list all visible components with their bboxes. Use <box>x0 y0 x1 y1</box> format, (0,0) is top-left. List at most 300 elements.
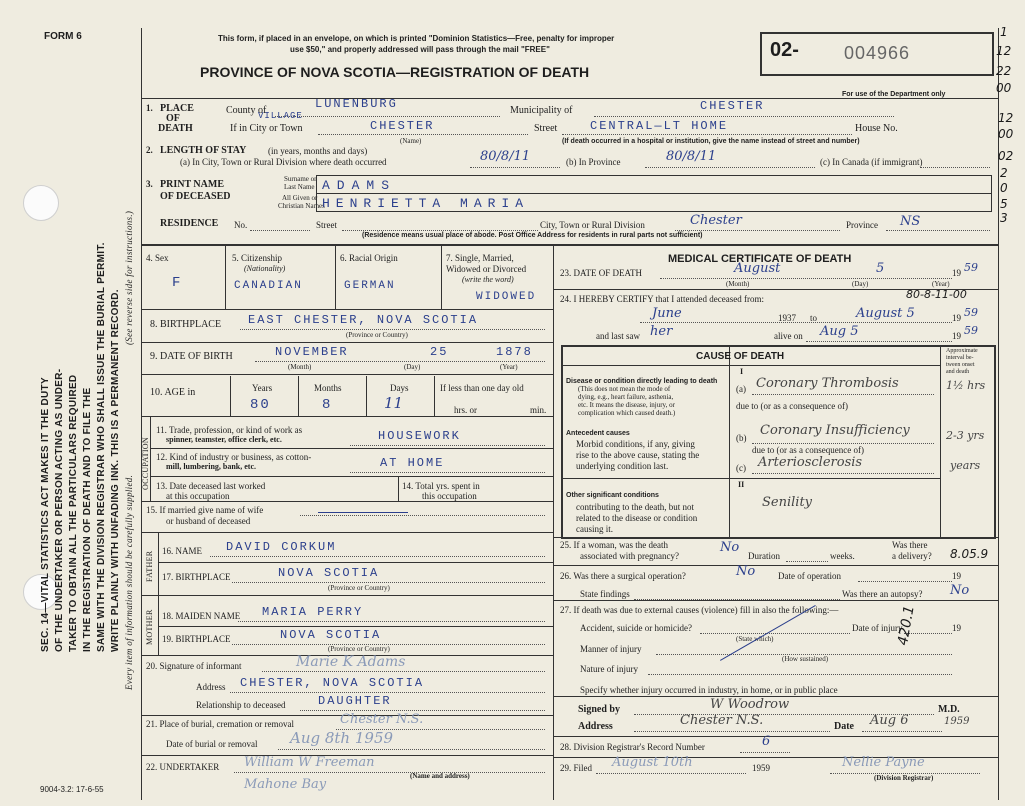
sig-date-label: Date <box>834 721 854 732</box>
father-name: DAVID CORKUM <box>226 540 337 554</box>
cause-a-value: Coronary Thrombosis <box>756 376 899 391</box>
undertaker-line <box>234 772 545 773</box>
dob-day-cap: (Day) <box>404 363 421 371</box>
mother-caption: (Province or Country) <box>328 645 390 653</box>
birthplace-line <box>240 329 545 330</box>
city-label: If in City or Town <box>230 123 303 134</box>
q13-sub: at this occupation <box>166 491 230 501</box>
residence-street-label: Street <box>316 220 337 230</box>
q27-nature: Nature of injury <box>580 664 638 674</box>
margin-code-1: 1 <box>1000 25 1008 39</box>
informant-rel-label: Relationship to deceased <box>196 700 286 710</box>
envelope-line2: use $50," and properly addressed will pass through the mail "FREE" <box>290 45 550 54</box>
birthplace-caption: (Province or Country) <box>346 331 408 339</box>
dob-year: 1878 <box>496 345 533 359</box>
village-value: VILLAGE <box>258 111 303 121</box>
given-value: HENRIETTA MARIA <box>322 196 530 211</box>
informant-signature: Marie K Adams <box>296 654 406 670</box>
dob-label: 9. DATE OF BIRTH <box>150 351 233 362</box>
q25-value: No <box>720 540 740 555</box>
citizen-value: CANADIAN <box>234 280 303 292</box>
side-text-5: SAME WITH THE DIVISION REGISTRAR WHO SHALL ISSUE THE BURIAL PERMIT. <box>96 242 107 652</box>
given-label1: All Given or <box>282 194 318 202</box>
residence-city-value: Chester <box>690 213 742 228</box>
due-label-a: due to (or as a consequence of) <box>736 401 848 411</box>
q24-from-year: 1937 <box>778 313 796 323</box>
racial-label: 6. Racial Origin <box>340 253 398 263</box>
margin-code-9: 0 <box>1000 181 1008 195</box>
cause-mid-line <box>561 478 941 479</box>
q29-line <box>596 773 746 774</box>
spouse-dash <box>318 512 408 513</box>
q29-registrar: Nellie Payne <box>842 755 925 770</box>
registration-prefix: 02- <box>770 39 799 61</box>
age-years-label: Years <box>252 383 273 393</box>
q28-line <box>740 752 790 753</box>
margin-code-5: 12 <box>998 111 1014 125</box>
q23-year-prefix: 19 <box>952 268 961 278</box>
ante-label3: rise to the above cause, stating the <box>576 450 700 460</box>
q25-delivery2: a delivery? <box>892 551 932 561</box>
q25-duration-line <box>786 561 828 562</box>
envelope-line1: This form, if placed in an envelope, on which is printed "Dominion Statistics—Free, penalty for improper <box>218 34 615 43</box>
age-months-label: Months <box>314 383 342 393</box>
q23-month-cap: (Month) <box>726 280 750 288</box>
cell-divider-b <box>335 244 336 309</box>
q25-label2: associated with pregnancy? <box>580 551 679 561</box>
divider-22 <box>553 736 998 737</box>
q24-alive-label: alive on <box>774 331 803 341</box>
footer-code: 9004-3.2: 17-6-55 <box>40 785 104 794</box>
other-label2: contributing to the death, but not <box>576 502 694 512</box>
q14-sub: this occupation <box>422 491 477 501</box>
dob-month: NOVEMBER <box>275 345 349 359</box>
q11-value: HOUSEWORK <box>378 429 461 443</box>
burial-place: Chester N.S. <box>340 712 424 727</box>
divider-19 <box>553 565 998 566</box>
residence-no-label: No. <box>234 220 248 230</box>
municipality-value: CHESTER <box>700 99 765 113</box>
q26-label: 26. Was there a surgical operation? <box>560 571 686 581</box>
q24-to: August 5 <box>856 306 915 321</box>
cause-div-1 <box>729 345 730 537</box>
dir-label2: (This does not mean the mode of <box>578 385 671 393</box>
stay-a-line <box>470 167 560 168</box>
margin-code-2: 12 <box>996 44 1012 58</box>
q24-lastsaw: her <box>650 324 673 339</box>
interval-label1: Approximate <box>946 348 978 354</box>
spouse-sub: or husband of deceased <box>166 516 251 526</box>
q24-from-line <box>640 322 952 323</box>
street-label: Street <box>534 123 558 134</box>
sig-address-label: Address <box>578 721 613 732</box>
q27-how: (How sustained) <box>782 655 829 663</box>
q23-label: 23. DATE OF DEATH <box>560 268 642 278</box>
mother-side-label: MOTHER <box>145 609 154 645</box>
sig-address-line <box>634 731 830 732</box>
age-days-label: Days <box>390 383 409 393</box>
divider-2 <box>141 244 998 246</box>
ante-label1: Antecedent causes <box>566 430 630 437</box>
street-line <box>562 134 852 135</box>
q12-sub: mill, lumbering, bank, etc. <box>166 462 257 471</box>
q27-state: (State which) <box>736 635 774 643</box>
cell-divider-a <box>225 244 226 309</box>
cause-a-line <box>752 394 934 395</box>
other-label1: Other significant conditions <box>566 492 659 499</box>
residence-no-line <box>250 230 310 231</box>
q29-registrar-cap: (Division Registrar) <box>874 774 934 782</box>
registration-number: 004966 <box>844 43 911 63</box>
residence-province-value: NS <box>900 214 921 229</box>
citizen-sub: (Nationality) <box>244 264 286 273</box>
divider-20 <box>553 600 998 601</box>
municipality-label: Municipality of <box>510 105 573 116</box>
residence-street-line <box>342 230 538 231</box>
cause-heading: CAUSE OF DEATH <box>696 351 785 362</box>
q24-label: 24. I HEREBY CERTIFY that I attended deceased from: <box>560 294 764 304</box>
undertaker-label: 22. UNDERTAKER <box>146 762 220 772</box>
dir-label4: etc. It means the disease, injury, or <box>578 401 675 409</box>
interval-label3: tween onset <box>946 362 975 368</box>
side-text-2: OF THE UNDERTAKER OR PERSON ACTING AS UNDER- <box>54 368 65 652</box>
q25-weeks: weeks. <box>830 551 855 561</box>
cause-b: (b) <box>736 433 747 443</box>
q24-to-year: 59 <box>964 306 978 319</box>
column-divider <box>553 244 554 800</box>
sex-value: F <box>172 275 183 291</box>
q23-month: August <box>734 261 781 276</box>
sig-year: 1959 <box>944 716 970 727</box>
age-months: 8 <box>322 397 333 413</box>
stay-b-value: 80/8/11 <box>666 149 717 164</box>
cause-a: (a) <box>736 384 746 394</box>
stay-b-label: (b) In Province <box>566 157 621 167</box>
other-label3: related to the disease or condition <box>576 513 698 523</box>
margin-code-6: 00 <box>998 127 1014 141</box>
divider-11 <box>158 562 553 563</box>
surname-label2: Last Name <box>284 183 315 191</box>
q11-sub: spinner, teamster, office clerk, etc. <box>166 435 282 444</box>
q27-code: 420.1 <box>895 604 918 647</box>
burial-date-label: Date of burial or removal <box>166 739 258 749</box>
sig-address: Chester N.S. <box>680 713 764 728</box>
other-label4: causing it. <box>576 524 613 534</box>
q26-date-label: Date of operation <box>778 571 841 581</box>
q24-alive-year: 59 <box>964 324 978 337</box>
surname-value: ADAMS <box>322 178 397 193</box>
father-bp: NOVA SCOTIA <box>278 566 380 580</box>
residence-label: RESIDENCE <box>160 218 219 229</box>
q12-line <box>350 472 545 473</box>
cause-b-interval: 2-3 yrs <box>946 429 985 442</box>
marital-label3: (write the word) <box>462 275 514 284</box>
burial-label: 21. Place of burial, cremation or removal <box>146 719 294 729</box>
form-label: FORM 6 <box>44 31 82 42</box>
signed-label: Signed by <box>578 704 620 715</box>
q26-year: 19 <box>952 571 961 581</box>
mother-name: MARIA PERRY <box>262 605 364 619</box>
informant-line <box>262 671 545 672</box>
q14-label: 14. Total yrs. spent in <box>402 481 480 491</box>
burial-date: Aug 8th 1959 <box>290 729 394 747</box>
divider-9 <box>141 501 553 502</box>
interval-label2: interval be- <box>946 355 974 361</box>
q24-from: June <box>652 306 682 321</box>
q28-value: 6 <box>762 734 771 749</box>
sig-date: Aug 6 <box>870 713 909 728</box>
age-less-label: If less than one day old <box>440 383 524 393</box>
q25-label1: 25. If a woman, was the death <box>560 540 668 550</box>
informant-label: 20. Signature of informant <box>146 661 242 671</box>
divider-12 <box>141 595 553 596</box>
name-caption: (Name) <box>400 137 422 145</box>
side-text-4: IN THE REGISTRATION OF DEATH AND TO FILE THE <box>82 387 93 652</box>
divider-13 <box>158 626 553 627</box>
cell-divider-c <box>441 244 442 309</box>
dir-label3: dying, e.g., heart failure, asthenia, <box>578 393 674 401</box>
county-value: LUNENBURG <box>315 97 398 111</box>
q25-delivery1: Was there <box>892 540 928 550</box>
q23-line <box>660 278 952 279</box>
dept-use-label: For use of the Department only <box>842 91 946 98</box>
age-label: 10. AGE in <box>150 387 196 398</box>
q23-year: 59 <box>964 261 978 274</box>
cause-a-interval: 1½ hrs <box>946 379 986 392</box>
dob-year-cap: (Year) <box>500 363 518 371</box>
father-bp-line <box>232 582 545 583</box>
roman-2: II <box>738 480 745 489</box>
burial-date-line <box>278 749 545 750</box>
divider-18 <box>553 537 998 538</box>
margin-code-11: 3 <box>1000 211 1008 225</box>
mother-bp-label: 19. BIRTHPLACE <box>162 634 231 644</box>
age-days: 11 <box>384 394 404 412</box>
citizen-label: 5. Citizenship <box>232 253 282 263</box>
side-text-3: TAKER TO OBTAIN ALL THE PARTICULARS REQUIRED <box>68 374 79 652</box>
q25-duration: Duration <box>748 551 780 561</box>
q27-injury-year: 19 <box>952 623 961 633</box>
divider-5 <box>141 374 553 375</box>
side-text-8: (See reverse side for instructions.) <box>124 210 134 345</box>
undertaker-address: Mahone Bay <box>244 777 327 792</box>
dob-line <box>255 361 545 362</box>
surname-label1: Surname or <box>284 175 317 183</box>
q23-day: 5 <box>876 261 885 276</box>
stay-sub: (in years, months and days) <box>268 146 368 156</box>
marital-value: WIDOWED <box>476 291 537 303</box>
q24-alive: Aug 5 <box>820 324 859 339</box>
stay-label: LENGTH OF STAY <box>160 145 247 156</box>
spouse-line <box>300 515 545 516</box>
q28-label: 28. Division Registrar's Record Number <box>560 742 705 752</box>
q26-date-line <box>858 581 952 582</box>
cause-heading-line <box>561 365 941 366</box>
age-years: 80 <box>250 397 271 413</box>
birthplace-label: 8. BIRTHPLACE <box>150 319 222 330</box>
margin-code-7: 02 <box>998 149 1014 163</box>
undertaker-name: William W Freeman <box>244 755 375 770</box>
county-line <box>275 116 500 117</box>
street-value: CENTRAL—LT HOME <box>590 119 729 133</box>
residence-caption: (Residence means usual place of abode. Post Office Address for residents in rural parts not sufficient) <box>362 232 703 239</box>
side-text-7: Every item of information should be carefully supplied. <box>124 474 134 690</box>
stay-b-line <box>645 167 815 168</box>
marital-label1: 7. Single, Married, <box>446 253 514 263</box>
divider-1 <box>141 98 998 99</box>
q29-value: August 10th <box>612 755 693 770</box>
place-label1: PLACE <box>160 103 194 114</box>
punch-hole-top <box>23 185 59 221</box>
q24-alive-year-prefix: 19 <box>952 331 961 341</box>
mother-name-label: 18. MAIDEN NAME <box>162 611 241 621</box>
q27-nature-line <box>648 674 952 675</box>
divider-3 <box>141 309 553 310</box>
father-side-line <box>158 532 159 595</box>
father-bp-label: 17. BIRTHPLACE <box>162 572 231 582</box>
side-text-6: WRITE PLAINLY WITH UNFADING INK. THIS IS A PERMANENT RECORD. <box>110 289 121 652</box>
due-label-b: due to (or as a consequence of) <box>752 445 864 455</box>
occupation-side-label: OCCUPATION <box>141 437 150 490</box>
margin-code-8: 2 <box>1000 166 1008 180</box>
stay-c-label: (c) In Canada (if immigrant) <box>820 157 923 167</box>
birthplace-value: EAST CHESTER, NOVA SCOTIA <box>248 313 479 327</box>
informant-rel: DAUGHTER <box>318 694 392 708</box>
age-min-label: min. <box>530 405 547 415</box>
undertaker-caption: (Name and address) <box>410 772 470 780</box>
stay-a-value: 80/8/11 <box>480 149 531 164</box>
other-value: Senility <box>762 495 813 510</box>
residence-province-label: Province <box>846 220 878 230</box>
q12-label: 12. Kind of industry or business, as cotton- <box>156 452 312 462</box>
q27-manner: Manner of injury <box>580 644 642 654</box>
occupation-side-line <box>150 416 151 501</box>
margin-code-10: 5 <box>1000 197 1008 211</box>
place-num: 1. <box>146 103 153 113</box>
q25-code: 8.05.9 <box>950 547 989 561</box>
cause-c-line <box>752 473 934 474</box>
age-div-2 <box>366 376 367 416</box>
q24-alive-line <box>806 341 952 342</box>
cause-b-value: Coronary Insufficiency <box>760 423 910 438</box>
informant-rel-line <box>300 710 545 711</box>
signed-value: W Woodrow <box>710 697 790 712</box>
cause-div-2 <box>940 345 941 537</box>
sex-label: 4. Sex <box>146 253 169 263</box>
roman-1: I <box>740 367 744 376</box>
margin-code-4: 00 <box>996 81 1012 95</box>
informant-address: CHESTER, NOVA SCOTIA <box>240 676 425 690</box>
city-value: CHESTER <box>370 119 435 133</box>
interval-label4: and death <box>946 369 970 375</box>
dir-label5: complication which caused death.) <box>578 409 676 417</box>
city-line <box>318 134 528 135</box>
place-label3: DEATH <box>158 123 193 134</box>
age-hrs-label: hrs. or <box>454 405 477 415</box>
age-div-1 <box>298 376 299 416</box>
residence-city-line <box>675 230 840 231</box>
municipality-line <box>594 116 894 117</box>
given-label2: Christian Names <box>278 202 325 210</box>
place-label2: OF <box>166 113 180 124</box>
stay-a-label: (a) In City, Town or Rural Division where death occurred <box>180 157 387 167</box>
q24-lastsaw-label: and last saw <box>596 331 640 341</box>
county-label: County of <box>226 105 267 116</box>
q23-year-cap: (Year) <box>932 280 950 288</box>
q11-label: 11. Trade, profession, or kind of work as <box>156 425 303 435</box>
father-name-label: 16. NAME <box>162 546 202 556</box>
dob-day: 25 <box>430 345 449 359</box>
dir-label1: Disease or condition directly leading to death <box>566 378 718 385</box>
cause-b-line <box>752 443 934 444</box>
medical-heading: MEDICAL CERTIFICATE OF DEATH <box>668 253 852 265</box>
name-num: 3. <box>146 179 153 189</box>
spouse-label: 15. If married give name of wife <box>146 505 264 515</box>
name-label1: PRINT NAME <box>160 179 224 190</box>
hospital-caption: (If death occurred in a hospital or institution, give the name instead of street and number) <box>562 138 860 145</box>
q24-code: 80-8-11-00 <box>906 288 967 301</box>
surname-box <box>316 175 992 194</box>
ante-label2: Morbid conditions, if any, giving <box>576 439 695 449</box>
margin-code-3: 22 <box>996 64 1012 78</box>
father-caption: (Province or Country) <box>328 584 390 592</box>
md-label: M.D. <box>938 704 960 715</box>
q24-to-label: to <box>810 313 818 323</box>
stay-c-line <box>920 167 990 168</box>
q26-autopsy-value: No <box>950 583 970 598</box>
residence-province-line <box>886 230 990 231</box>
mother-bp: NOVA SCOTIA <box>280 628 382 642</box>
q23-day-cap: (Day) <box>852 280 869 288</box>
divider-4 <box>141 342 553 343</box>
informant-address-line <box>230 692 545 693</box>
cause-c-value: Arteriosclerosis <box>758 455 863 470</box>
q29-year: 1959 <box>752 763 770 773</box>
q27-acc: Accident, suicide or homicide? <box>580 623 692 633</box>
form-title: PROVINCE OF NOVA SCOTIA—REGISTRATION OF DEATH <box>200 64 590 80</box>
residence-city-label: City, Town or Rural Division <box>540 220 645 230</box>
form-left-border <box>141 28 142 800</box>
informant-address-label: Address <box>196 682 226 692</box>
divider-8 <box>150 476 553 477</box>
cause-c: (c) <box>736 463 746 473</box>
father-name-line <box>210 556 545 557</box>
occupation-div <box>398 476 399 501</box>
racial-value: GERMAN <box>344 280 396 292</box>
q29-label: 29. Filed <box>560 763 593 773</box>
dob-month-cap: (Month) <box>288 363 312 371</box>
q27-label: 27. If death was due to external causes (violence) fill in also the following:— <box>560 605 839 615</box>
mother-side-line <box>158 595 159 655</box>
divider-6 <box>141 416 553 417</box>
name-label2: OF DECEASED <box>160 191 231 202</box>
q27-injury-date: Date of injury <box>852 623 903 633</box>
house-label: House No. <box>855 123 898 134</box>
q26-value: No <box>736 564 756 579</box>
sig-date-line <box>862 731 942 732</box>
q12-value: AT HOME <box>380 456 445 470</box>
stay-num: 2. <box>146 145 153 155</box>
divider-10 <box>141 532 553 533</box>
marital-label2: Widowed or Divorced <box>446 264 527 274</box>
q26-findings: State findings <box>580 589 630 599</box>
q13-label: 13. Date deceased last worked <box>156 481 266 491</box>
ante-label4: underlying condition last. <box>576 461 669 471</box>
q27-specify: Specify whether injury occurred in industry, in home, or in public place <box>580 685 838 695</box>
divider-7 <box>150 448 553 449</box>
cause-c-interval: years <box>950 459 981 472</box>
side-text-1: SEC. 14—VITAL STATISTICS ACT MAKES IT THE DUTY <box>40 377 51 652</box>
